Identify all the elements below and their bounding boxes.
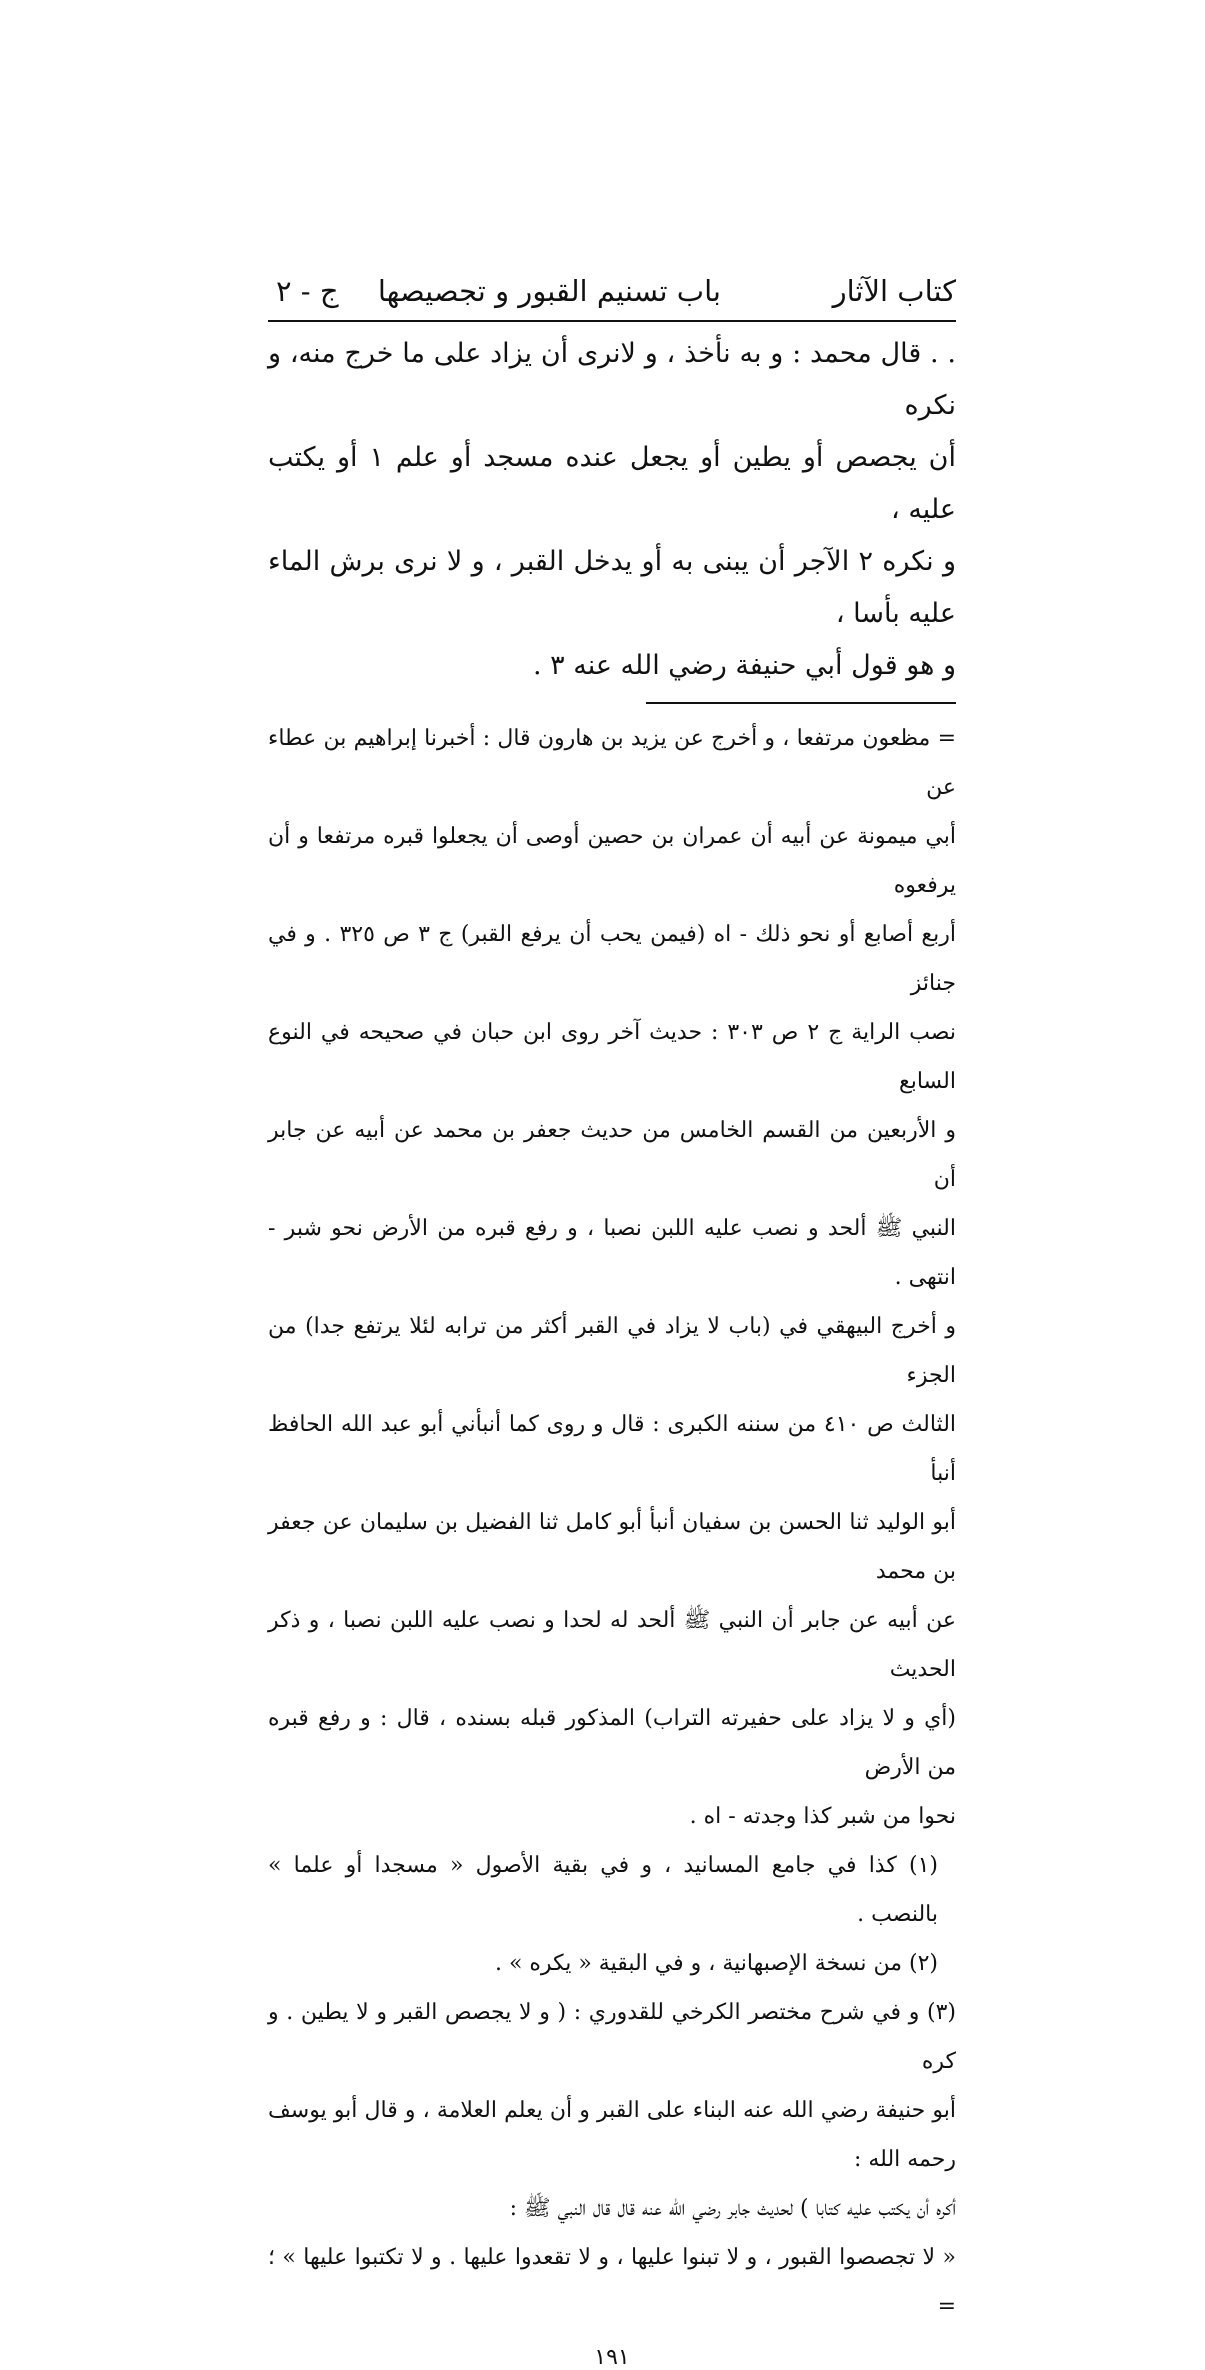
note-line: = مظعون مرتفعا ، و أخرج عن يزيد بن هارون قال : أخبرنا إبراهيم بن عطاء عن xyxy=(268,726,956,800)
chapter-title: باب تسنيم القبور و تجصيصها xyxy=(377,274,721,308)
note-line: أربع أصابع أو نحو ذلك - اه (فيمن يحب أن يرفع القبر) ج ٣ ص ٣٢٥ . و في جنائز xyxy=(268,922,956,996)
page-content xyxy=(268,270,956,2370)
footnote-1: (١) كذا في جامع المسانيد ، و في بقية الأصول « مسجدا أو علما » بالنصب . xyxy=(268,1853,938,1927)
note-line: نحوا من شبر كذا وجدته - اه . xyxy=(689,1804,956,1829)
note-line: الثالث ص ٤١٠ من سننه الكبرى : قال و روى كما أنبأني أبو عبد الله الحافظ أنبأ xyxy=(268,1412,957,1486)
note-line: نصب الراية ج ٢ ص ٣٠٣ : حديث آخر روى ابن حبان في صحيحه في النوع السابع xyxy=(268,1020,956,1094)
footnote-3-line: « لا تجصصوا القبور ، و لا تبنوا عليها ، و لا تقعدوا عليها . و لا تكتبوا عليها » ؛ = xyxy=(268,2245,956,2319)
book-title: كتاب الآثار xyxy=(832,274,956,308)
header-rule xyxy=(268,320,956,322)
note-line: النبي ﷺ ألحد و نصب عليه اللبن نصبا ، و رفع قبره من الأرض نحو شبر - انتهى . xyxy=(268,1216,956,1290)
footnote-2: (٢) من نسخة الإصبهانية ، و في البقية « يكره » . xyxy=(494,1951,938,1976)
note-line: و أخرج البيهقي في (باب لا يزاد في القبر أكثر من ترابه لئلا يرتفع جدا) من الجزء xyxy=(268,1314,956,1388)
note-line: أبي ميمونة عن أبيه أن عمران بن حصين أوصى أن يجعلوا قبره مرتفعا و أن يرفعوه xyxy=(268,824,956,898)
page-number: ١٩١ xyxy=(594,2345,630,2370)
main-line: و نكره ٢ الآجر أن يبنى به أو يدخل القبر ، و لا نرى برش الماء عليه بأسا ، xyxy=(268,546,956,629)
main-line: . . قال محمد : و به نأخذ ، و لانرى أن يزاد على ما خرج منه، و نكره xyxy=(268,338,956,421)
running-header xyxy=(268,270,956,322)
note-line: (أي و لا يزاد على حفيرته التراب) المذكور قبله بسنده ، قال : و رفع قبره من الأرض xyxy=(268,1706,956,1780)
note-line: أبو الوليد ثنا الحسن بن سفيان أنبأ أبو كامل ثنا الفضيل بن سليمان عن جعفر بن محمد xyxy=(268,1510,956,1584)
main-line: و هو قول أبي حنيفة رضي الله عنه ٣ . xyxy=(532,650,956,681)
volume-number: ج - ٢ xyxy=(276,274,339,308)
footnote-3-line: (٣) و في شرح مختصر الكرخي للقدوري : ( و لا يجصص القبر و لا يطين . و كره xyxy=(268,2000,956,2074)
footnote-3-line: أبو حنيفة رضي الله عنه البناء على القبر و أن يعلم العلامة ، و قال أبو يوسف رحمه الله : xyxy=(268,2098,956,2172)
note-line: عن أبيه عن جابر أن النبي ﷺ ألحد له لحدا و نصب عليه اللبن نصبا ، و ذكر الحديث xyxy=(268,1608,956,1682)
main-text xyxy=(268,328,956,692)
footnote-separator xyxy=(646,702,956,704)
main-line: أن يجصص أو يطين أو يجعل عنده مسجد أو علم ١ أو يكتب عليه ، xyxy=(268,442,956,525)
footnotes xyxy=(268,714,956,2331)
footnote-3-line: أكره أن يكتب عليه كتابا ) لحديث جابر رضي الله عنه قال قال النبي ﷺ : xyxy=(509,2196,956,2221)
note-line: و الأربعين من القسم الخامس من حديث جعفر بن محمد عن أبيه عن جابر أن xyxy=(268,1118,956,1192)
